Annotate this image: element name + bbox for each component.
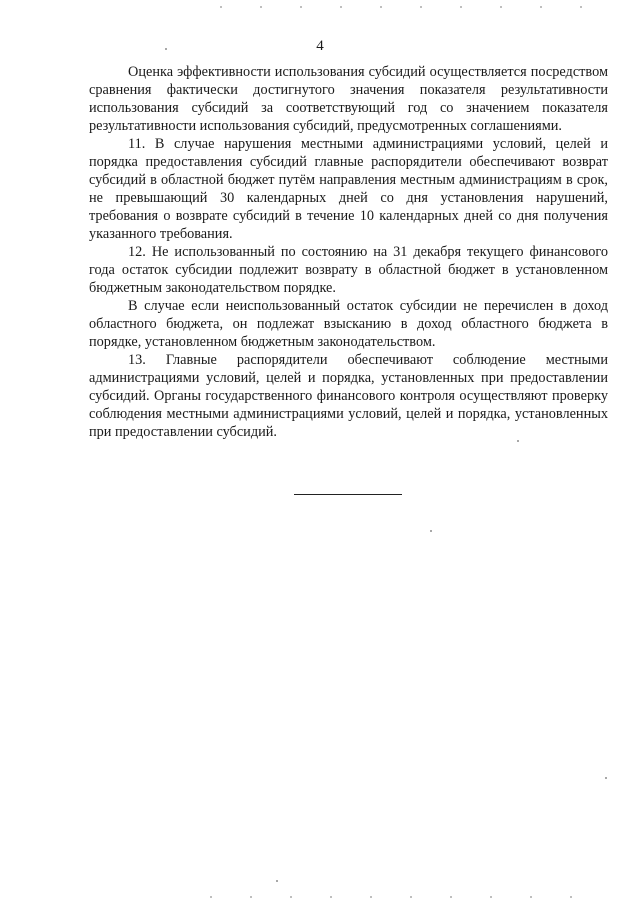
paragraph-efficiency-assessment: Оценка эффективности использования субсидий осуществляется посредством сравнения фактически достигнутого значения показателя результативности использования субсидий за соответствующий год со значением показателя результативности использования субсидий, предусмотренных соглашениями. — [89, 64, 608, 134]
paragraph-clause-12: 12. Не использованный по состоянию на 31 декабря текущего финансового года остаток субсидии подлежит возврату в областной бюджет в установленном бюджетным законодательством порядке. — [89, 244, 608, 296]
scan-speck — [430, 530, 432, 532]
scan-artifact-top — [220, 6, 620, 8]
page-number: 4 — [316, 38, 324, 54]
scan-speck — [165, 48, 167, 50]
scan-artifact-bottom — [210, 896, 590, 898]
scan-speck — [517, 440, 519, 442]
document-body — [89, 63, 608, 441]
paragraph-clause-13: 13. Главные распорядители обеспечивают соблюдение местными администрациями условий, целей и порядка, установленных при предоставлении субсидий. Органы государственного финансового контроля осуществляют проверку соблюдения местными администрациями условий, целей и порядка, установленных при предоставлении субсидий. — [89, 352, 608, 440]
scan-speck — [605, 777, 607, 779]
end-separator-line — [294, 494, 402, 495]
paragraph-unspent-balance: В случае если неиспользованный остаток субсидии не перечислен в доход областного бюджета, он подлежат взысканию в доход областного бюджета в порядке, установленном бюджетным законодательством. — [89, 298, 608, 350]
paragraph-clause-11: 11. В случае нарушения местными администрациями условий, целей и порядка предоставления субсидий главные распорядители обеспечивают возврат субсидий в областной бюджет путём направления местным администрациям в срок, не превышающий 30 календарных дней со дня установления нарушений, требования о возврате субсидий в течение 10 календарных дней со дня получения указанного требования. — [89, 136, 608, 242]
scan-speck — [276, 880, 278, 882]
